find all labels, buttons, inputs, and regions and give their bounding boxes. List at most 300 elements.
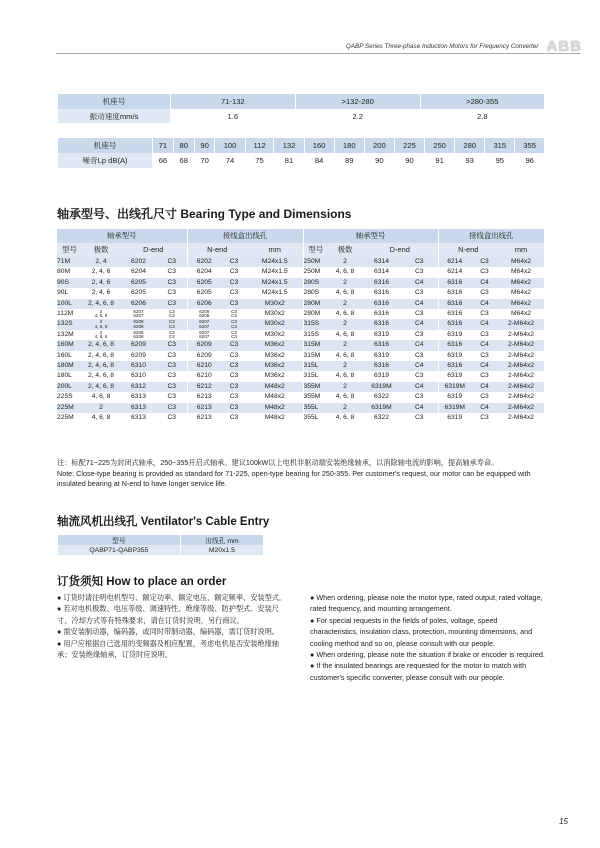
bearing-cell: M36x2: [264, 351, 285, 359]
noise-frame-cell: 112: [245, 138, 274, 153]
bearing-section-title: 轴承型号、出线孔尺寸 Bearing Type and Dimensions: [57, 207, 352, 221]
bearing-cell: 6313: [131, 414, 146, 422]
bearing-cell: C3: [157, 382, 187, 392]
noise-value-cell: 93: [455, 153, 485, 168]
bearing-cell: C3: [167, 268, 177, 276]
bearing-cell: M36x2: [247, 340, 303, 350]
noise-frame-cell: 180: [334, 138, 364, 153]
order-columns: [57, 592, 545, 683]
bearing-cell: 6316: [362, 340, 401, 350]
bearing-cell: 6319: [374, 372, 389, 380]
ventilator-model: QABP71-QABP355: [58, 545, 181, 555]
vibration-value-row: [58, 109, 545, 123]
bearing-cell: 2-M64x2: [507, 414, 535, 422]
bearing-cell: 6206 6206: [187, 309, 221, 319]
noise-frame-cell: 200: [364, 138, 394, 153]
bearing-cell: 80M: [57, 268, 71, 276]
bearing-cell: 6316: [362, 319, 401, 329]
bearing-cell: M64x2: [510, 268, 532, 276]
bearing-cell: C3: [480, 351, 489, 359]
bearing-cell: 2, 4, 6, 8: [82, 382, 120, 392]
bearing-cell: 2, 4, 6, 8: [82, 361, 120, 371]
bearing-cell: 160M: [57, 340, 82, 350]
header-title: QABP Series Three-phase Induction Motors for Frequency Converter: [345, 43, 539, 50]
column-header: D-end: [120, 243, 187, 257]
bearing-cell: 160L: [57, 351, 72, 359]
bearing-group-header-row: [57, 229, 544, 243]
bearing-cell: 6213: [187, 403, 221, 413]
bearing-cell: 2: [328, 403, 362, 413]
order-cn-item: ● 需安装制动器，编码器，或同时带制动器，编码器，需订货时说明。: [57, 627, 279, 637]
column-header: 极数: [82, 243, 120, 257]
bearing-cell: 6319: [438, 392, 471, 402]
bearing-cell: M48x2: [264, 393, 285, 401]
bearing-row: [57, 267, 544, 277]
bearing-cell: C3: [480, 330, 489, 338]
bearing-cell: 6210: [187, 371, 221, 381]
bearing-cell: 4, 6, 8: [335, 414, 355, 422]
bearing-cell: C3: [414, 372, 424, 380]
bearing-cell: 2: [328, 299, 362, 309]
bearing-cell: M24x1.5: [247, 278, 303, 288]
bearing-cell: 132M: [57, 330, 74, 338]
vibration-value: 2.8: [420, 109, 544, 123]
bearing-cell: C3 C3: [157, 319, 187, 329]
bearing-cell: M24x1.5: [247, 257, 303, 267]
bearing-cell: 280M: [303, 309, 328, 319]
bearing-cell: C4: [471, 340, 498, 350]
bearing-cell: 315L: [303, 361, 328, 371]
bearing-cell: C3: [229, 414, 239, 422]
noise-value-cell: 81: [274, 153, 304, 168]
column-header: 型号: [303, 243, 328, 257]
bearing-cell: C3: [229, 351, 239, 359]
bearing-cell: C3 C3: [221, 319, 247, 329]
noise-value-cell: 75: [245, 153, 274, 168]
bearing-cell: 4, 6, 8: [335, 351, 355, 359]
bearing-cell: 180M: [57, 361, 82, 371]
bearing-cell: 2 4, 6, 8: [82, 319, 120, 329]
bearing-cell: 6312: [120, 382, 157, 392]
bearing-cell: 225S: [57, 393, 73, 401]
column-header: 出线孔 mm: [180, 535, 263, 545]
order-section-title: 订货须知 How to place an order: [57, 576, 227, 588]
bearing-cell: C3: [480, 414, 489, 422]
bearing-cell: 6310: [120, 361, 157, 371]
noise-frame-cell: 71: [153, 138, 174, 153]
bearing-row: [57, 382, 544, 392]
bearing-cell: 6210: [187, 361, 221, 371]
bearing-cell: 90L: [57, 289, 69, 297]
bearing-cell: C3: [401, 257, 438, 267]
bearing-cell: 6316: [438, 288, 471, 298]
noise-value-cell: 90: [364, 153, 394, 168]
bearing-cell: M24x1.5: [261, 289, 288, 297]
order-en-item: ● If the insulated bearings are requested for the motor to match with customer's specific converter, please consult with our people.: [310, 661, 527, 682]
bearing-cell: M64x2: [510, 310, 532, 318]
bearing-cell: 6319: [374, 351, 389, 359]
bearing-column-header-row: [57, 243, 544, 257]
bearing-cell: C3: [414, 289, 424, 297]
noise-frame-cell: 225: [394, 138, 424, 153]
column-header: 型号: [58, 535, 181, 545]
column-header: mm: [247, 243, 303, 257]
bearing-cell: 6205: [187, 288, 221, 298]
bearing-cell: 6206: [120, 299, 157, 309]
bearing-cell: 6319: [438, 413, 471, 423]
group-header: 轴承型号: [303, 229, 438, 243]
group-header: 接线盒出线孔: [438, 229, 544, 243]
bearing-cell: 6316: [374, 310, 389, 318]
bearing-cell: C4: [471, 319, 498, 329]
order-en-item: ● When ordering, please note the situation if brake or encoder is required.: [310, 650, 545, 660]
bearing-cell: 6207 6207: [187, 319, 221, 329]
bearing-cell: 6316: [438, 278, 471, 288]
noise-value-row: [58, 153, 545, 168]
bearing-cell: 315M: [303, 340, 328, 350]
order-cn-column: [57, 592, 292, 683]
bearing-row: [57, 371, 544, 381]
bearing-cell: 6214: [438, 267, 471, 277]
bearing-cell: 6202: [120, 257, 157, 267]
bearing-cell: M36x2: [247, 361, 303, 371]
noise-value-cell: 89: [334, 153, 364, 168]
column-header: D-end: [362, 243, 438, 257]
bearing-cell: 6319: [374, 330, 389, 338]
bearing-cell: C3 C3: [231, 309, 237, 319]
noise-frame-cell: 90: [194, 138, 215, 153]
bearing-cell: 280M: [303, 299, 328, 309]
bearing-cell: C3: [414, 268, 424, 276]
column-header: N-end: [438, 243, 498, 257]
bearing-table: [57, 229, 544, 424]
bearing-cell: 6319M: [438, 403, 471, 413]
bearing-cell: 6204: [187, 267, 221, 277]
bearing-cell: 225M: [57, 403, 82, 413]
bearing-cell: 2, 4, 6, 8: [82, 340, 120, 350]
bearing-cell: C3: [480, 393, 489, 401]
bearing-cell: 6316: [362, 361, 401, 371]
noise-frame-row: [58, 138, 545, 153]
bearing-cell: C3: [414, 414, 424, 422]
bearing-cell: 6209: [187, 340, 221, 350]
bearing-cell: 250M: [303, 257, 328, 267]
ventilator-header-row: [58, 535, 264, 545]
bearing-cell: C3: [480, 372, 489, 380]
bearing-cell: M24x1.5: [261, 268, 288, 276]
abb-logo: ABB: [546, 38, 582, 55]
noise-frame-cell: 315: [485, 138, 515, 153]
vibration-range: >132-280: [295, 94, 420, 109]
bearing-cell: C3: [221, 403, 247, 413]
bearing-cell: C4: [471, 278, 498, 288]
bearing-cell: 250M: [303, 267, 328, 277]
ventilator-data-row: [58, 545, 264, 555]
bearing-cell: 2-M64x2: [507, 372, 535, 380]
bearing-cell: C3 C3: [231, 329, 237, 340]
order-cn-item: ● 订货时请注明电机型号、额定功率、额定电压、额定频率、安装型式。: [57, 593, 287, 602]
bearing-cell: 6209: [120, 340, 157, 350]
bearing-cell: C3: [229, 268, 239, 276]
bearing-row: [57, 403, 544, 413]
bearing-cell: 6319: [438, 351, 471, 361]
column-header: N-end: [187, 243, 247, 257]
bearing-cell: C3: [221, 278, 247, 288]
bearing-cell: C3: [157, 403, 187, 413]
bearing-cell: 6209: [187, 351, 221, 361]
bearing-cell: 2 4, 6, 8: [94, 309, 108, 319]
bearing-cell: C3: [229, 289, 239, 297]
bearing-cell: 2, 4, 6, 8: [87, 351, 115, 359]
bearing-cell: 4, 6, 8: [91, 414, 111, 422]
bearing-cell: C4: [471, 382, 498, 392]
bearing-cell: 315S: [303, 319, 328, 329]
bearing-cell: C3: [157, 340, 187, 350]
bearing-cell: M30x2: [264, 330, 285, 338]
bearing-cell: M30x2: [247, 299, 303, 309]
bearing-cell: C3 C3: [168, 329, 175, 340]
bearing-cell: M48x2: [247, 403, 303, 413]
bearing-cell: M30x2: [247, 319, 303, 329]
page-number: 15: [559, 817, 568, 826]
noise-value-cell: 66: [153, 153, 174, 168]
noise-value-cell: 96: [515, 153, 544, 168]
noise-frame-cell: 280: [455, 138, 485, 153]
bearing-cell: 6316: [438, 340, 471, 350]
noise-label-level: 噪音Lp dB(A): [58, 153, 153, 168]
bearing-cell: 6208 6208: [120, 319, 157, 329]
bearing-cell: C4: [401, 278, 438, 288]
bearing-cell: 315S: [303, 330, 328, 340]
order-cn-item: ● 若对电机极数、电压等级、调速特性、绝缘等级、防护型式、安装尺寸、冷却方式等有特殊要求，请在订货时说明，另行商议。: [57, 604, 279, 625]
vibration-value: 2.2: [295, 109, 420, 123]
bearing-cell: C3: [414, 330, 424, 338]
bearing-cell: 2-M64x2: [507, 351, 535, 359]
bearing-cell: 2 4, 6, 8: [94, 329, 108, 340]
bearing-cell: 6214: [438, 257, 471, 267]
bearing-cell: 2-M64x2: [498, 361, 544, 371]
noise-table: [57, 138, 544, 168]
bearing-cell: C3: [221, 257, 247, 267]
bearing-cell: 6205: [187, 278, 221, 288]
noise-frame-cell: 355: [515, 138, 544, 153]
bearing-cell: M64x2: [498, 278, 544, 288]
bearing-cell: 71M: [57, 257, 82, 267]
bearing-cell: 6314: [374, 268, 389, 276]
bearing-cell: 2, 4, 6: [91, 268, 111, 276]
bearing-cell: 4, 6, 8: [335, 310, 355, 318]
bearing-cell: 4, 6, 8: [335, 268, 355, 276]
bearing-cell: M48x2: [247, 382, 303, 392]
bearing-cell: C3: [229, 393, 239, 401]
bearing-cell: 355M: [303, 382, 328, 392]
bearing-cell: 2-M64x2: [498, 340, 544, 350]
bearing-cell: 6316: [438, 299, 471, 309]
bearing-row: [57, 413, 544, 423]
bearing-cell: 6316: [374, 289, 389, 297]
vibration-frame-row: [58, 94, 545, 109]
vibration-range: 71-132: [170, 94, 295, 109]
bearing-cell: C3: [414, 351, 424, 359]
bearing-cell: 6322: [374, 414, 389, 422]
bearing-cell: 2, 4: [82, 257, 120, 267]
bearing-cell: M36x2: [264, 372, 285, 380]
bearing-cell: 6212: [187, 382, 221, 392]
bearing-cell: 6202: [187, 257, 221, 267]
bearing-cell: C3: [167, 372, 177, 380]
bearing-cell: C3: [480, 268, 489, 276]
bearing-cell: 2: [328, 340, 362, 350]
header-rule: [56, 53, 580, 54]
bearing-cell: C4: [401, 340, 438, 350]
bearing-cell: 100L: [57, 299, 82, 309]
bearing-cell: C4: [401, 299, 438, 309]
bearing-note-en: Note: Close-type bearing is provided as standard for 71-225, open-type bearing for 250-355. Per customer's request, our motor can be equipped with insulated bearing at N-end to have longer service life.: [57, 468, 531, 488]
bearing-cell: 6322: [374, 393, 389, 401]
bearing-cell: C3: [414, 393, 424, 401]
bearing-cell: C3: [167, 351, 177, 359]
bearing-cell: C4: [401, 361, 438, 371]
bearing-row: [57, 392, 544, 402]
bearing-cell: M64x2: [498, 257, 544, 267]
bearing-cell: 6319M: [438, 382, 471, 392]
bearing-cell: 2: [328, 319, 362, 329]
noise-frame-cell: 160: [304, 138, 334, 153]
bearing-cell: C4: [471, 403, 498, 413]
noise-frame-cell: 80: [173, 138, 194, 153]
bearing-cell: 6316: [362, 278, 401, 288]
ventilator-thread: M20x1.5: [180, 545, 263, 555]
bearing-note-cn: 注：标配71~225为封闭式轴承，250~355开启式轴承。建议100kW以上电机非驱动端安装绝缘轴承，以消除轴电流的影响，提高轴承寿命。: [57, 458, 499, 467]
bearing-row: [57, 361, 544, 371]
bearing-cell: 2, 4, 6, 8: [82, 299, 120, 309]
bearing-cell: C3: [480, 289, 489, 297]
bearing-cell: 355M: [303, 392, 328, 402]
bearing-cell: 132S: [57, 319, 82, 329]
noise-value-cell: 91: [425, 153, 455, 168]
bearing-cell: 4, 6, 8: [335, 372, 355, 380]
bearing-cell: C3: [480, 310, 489, 318]
bearing-cell: 280S: [303, 288, 328, 298]
bearing-cell: 6205: [131, 289, 146, 297]
bearing-cell: C3: [414, 310, 424, 318]
bearing-cell: 4, 6, 8: [335, 289, 355, 297]
bearing-note: [57, 458, 545, 490]
bearing-cell: 6319: [438, 330, 471, 340]
order-en-item: ● When ordering, please note the motor type, rated output, rated voltage, rated frequency, and mounting arrangement.: [310, 593, 543, 614]
vibration-label-speed: 振动速度mm/s: [58, 109, 171, 123]
bearing-cell: 2, 4, 6: [82, 278, 120, 288]
bearing-cell: C3: [221, 361, 247, 371]
bearing-cell: 2, 4, 6: [91, 289, 111, 297]
bearing-cell: C3: [229, 372, 239, 380]
column-header: mm: [498, 243, 544, 257]
bearing-cell: 6319M: [362, 403, 401, 413]
ventilator-section-title: 轴流风机出线孔 Ventilator's Cable Entry: [57, 516, 270, 528]
bearing-cell: 2-M64x2: [498, 382, 544, 392]
bearing-cell: 6207 6207: [133, 309, 144, 319]
bearing-cell: 6313: [131, 393, 146, 401]
bearing-cell: 6209: [131, 351, 146, 359]
bearing-row: [57, 309, 544, 319]
bearing-cell: 6314: [362, 257, 401, 267]
bearing-cell: 180L: [57, 372, 72, 380]
bearing-row: [57, 351, 544, 361]
bearing-row: [57, 340, 544, 350]
bearing-cell: 2: [328, 382, 362, 392]
bearing-cell: C3: [157, 278, 187, 288]
bearing-cell: 2: [328, 278, 362, 288]
vibration-label-frame: 机座号: [58, 94, 171, 109]
bearing-row: [57, 319, 544, 329]
bearing-cell: C3: [221, 382, 247, 392]
bearing-cell: C3: [157, 299, 187, 309]
noise-frame-cell: 132: [274, 138, 304, 153]
noise-frame-cell: 100: [215, 138, 245, 153]
order-en-item: ● For special requests in the fields of poles, voltage, speed characteristics, insulation class, protection, mounting dimensions, and cooling method and so on, please consult with our people.: [310, 615, 533, 648]
bearing-cell: 112M: [57, 310, 74, 318]
bearing-cell: C3: [167, 393, 177, 401]
bearing-cell: 6213: [187, 392, 221, 402]
bearing-row: [57, 278, 544, 288]
bearing-cell: C4: [471, 299, 498, 309]
bearing-cell: M48x2: [264, 414, 285, 422]
bearing-cell: 6208 6208: [133, 329, 144, 340]
bearing-cell: C4: [401, 403, 438, 413]
vibration-table: [57, 94, 544, 123]
noise-value-cell: 90: [394, 153, 424, 168]
bearing-cell: 6204: [131, 268, 146, 276]
column-header: 极数: [328, 243, 362, 257]
bearing-cell: C3: [157, 257, 187, 267]
bearing-cell: 6206: [187, 299, 221, 309]
bearing-cell: M64x2: [498, 299, 544, 309]
bearing-cell: 6319M: [362, 382, 401, 392]
order-en-column: [310, 592, 545, 683]
bearing-cell: 6310: [131, 372, 146, 380]
bearing-cell: 2: [328, 257, 362, 267]
bearing-cell: 280S: [303, 278, 328, 288]
bearing-cell: 4, 6, 8: [91, 393, 111, 401]
noise-value-cell: 84: [304, 153, 334, 168]
bearing-cell: 6316: [438, 309, 471, 319]
bearing-cell: M64x2: [510, 289, 532, 297]
bearing-cell: 6319: [438, 371, 471, 381]
bearing-cell: 2: [82, 403, 120, 413]
bearing-cell: 200L: [57, 382, 82, 392]
bearing-row: [57, 330, 544, 340]
bearing-cell: 6316: [362, 299, 401, 309]
bearing-cell: 2-M64x2: [498, 319, 544, 329]
noise-value-cell: 68: [173, 153, 194, 168]
bearing-row: [57, 257, 544, 267]
bearing-cell: 6313: [120, 403, 157, 413]
order-cn-item: ● 用户应根据自己选用的变频器及相应配置，考虑电机是否安装绝缘轴承；安装绝缘轴承，订货时应说明。: [57, 638, 279, 660]
bearing-cell: C4: [401, 382, 438, 392]
ventilator-table: [57, 535, 263, 555]
bearing-row: [57, 288, 544, 298]
bearing-cell: C3 C3: [168, 309, 175, 319]
bearing-cell: 90S: [57, 278, 82, 288]
bearing-cell: C4: [401, 319, 438, 329]
bearing-cell: 355L: [303, 403, 328, 413]
noise-frame-cell: 250: [425, 138, 455, 153]
bearing-cell: 2, 4, 6, 8: [87, 372, 115, 380]
bearing-cell: M30x2: [264, 310, 285, 318]
column-header: 型号: [57, 243, 82, 257]
bearing-cell: 6316: [438, 319, 471, 329]
vibration-range: >280-355: [420, 94, 544, 109]
